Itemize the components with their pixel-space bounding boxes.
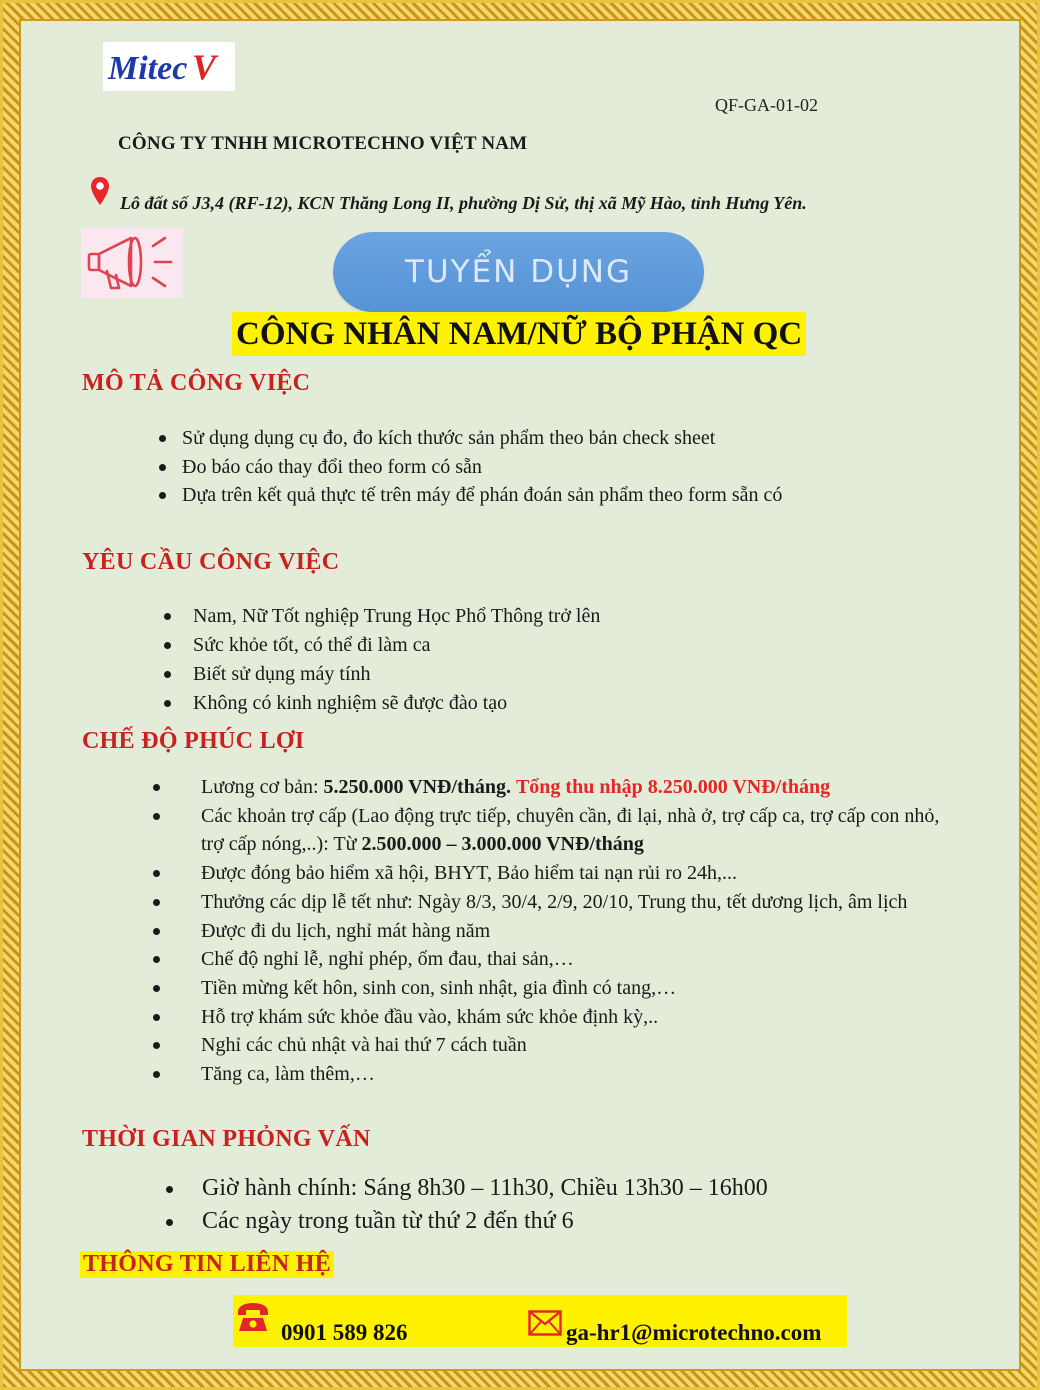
job-title: CÔNG NHÂN NAM/NỮ BỘ PHẬN QC xyxy=(232,312,806,356)
list-item: Sức khỏe tốt, có thể đi làm ca xyxy=(193,631,600,660)
company-name: CÔNG TY TNHH MICROTECHNO VIỆT NAM xyxy=(118,133,528,154)
allowance-value: 2.500.000 – 3.000.000 VNĐ/tháng xyxy=(361,833,644,856)
phone-number[interactable]: 0901 589 826 xyxy=(281,1320,408,1345)
hiring-label: TUYỂN DỤNG xyxy=(405,254,632,290)
document-code: QF-GA-01-02 xyxy=(715,95,818,115)
salary-label: Lương cơ bản: xyxy=(201,776,324,798)
section-heading-benefits: CHẾ ĐỘ PHÚC LỢI xyxy=(82,728,305,754)
section-heading-interview: THỜI GIAN PHỎNG VẤN xyxy=(82,1126,371,1152)
total-income: Tổng thu nhập 8.250.000 VNĐ/tháng xyxy=(515,776,831,798)
list-item: Tiền mừng kết hôn, sinh con, sinh nhật, gia đình có tang,… xyxy=(201,974,941,1003)
list-item: Dựa trên kết quả thực tế trên máy để phán đoán sản phẩm theo form sẵn có xyxy=(182,481,782,510)
list-item: Được đi du lịch, nghỉ mát hàng năm xyxy=(201,917,941,946)
logo-icon xyxy=(106,45,232,89)
allowance-item xyxy=(201,802,941,859)
benefits-list xyxy=(201,773,941,1089)
company-logo xyxy=(103,42,235,91)
svg-text:Mitec: Mitec xyxy=(108,49,188,87)
list-item: Hỗ trợ khám sức khỏe đầu vào, khám sức khỏe định kỳ,.. xyxy=(201,1003,941,1032)
telephone-icon xyxy=(235,1300,271,1334)
section-heading-description: MÔ TẢ CÔNG VIỆC xyxy=(82,370,311,396)
salary-item xyxy=(201,773,941,802)
company-address: Lô đất số J3,4 (RF-12), KCN Thăng Long II, phường Dị Sử, thị xã Mỹ Hào, tỉnh Hưng Yên. xyxy=(120,193,807,213)
list-item: Nam, Nữ Tốt nghiệp Trung Học Phổ Thông trở lên xyxy=(193,602,600,631)
megaphone-icon xyxy=(81,228,183,298)
list-item: Đo báo cáo thay đổi theo form có sẵn xyxy=(182,453,782,482)
email-address[interactable]: ga-hr1@microtechno.com xyxy=(566,1320,822,1345)
list-item: Thưởng các dịp lễ tết như: Ngày 8/3, 30/4, 2/9, 20/10, Trung thu, tết dương lịch, âm lịch xyxy=(201,888,941,917)
list-item: Chế độ nghỉ lễ, nghỉ phép, ốm đau, thai sản,… xyxy=(201,945,941,974)
envelope-icon xyxy=(528,1310,562,1336)
list-item: Sử dụng dụng cụ đo, đo kích thước sản phẩm theo bản check sheet xyxy=(182,424,782,453)
section-heading-contact: THÔNG TIN LIÊN HỆ xyxy=(80,1251,334,1278)
list-item: Biết sử dụng máy tính xyxy=(193,660,600,689)
list-item: Nghỉ các chủ nhật và hai thứ 7 cách tuần xyxy=(201,1031,941,1060)
hiring-banner xyxy=(333,232,704,312)
list-item: Được đóng bảo hiểm xã hội, BHYT, Bảo hiểm tai nạn rủi ro 24h,... xyxy=(201,859,941,888)
allowance-text: Các khoản trợ cấp (Lao động trực tiếp, chuyên cần, đi lại, nhà ở, trợ cấp ca, trợ cấp con nhỏ, trợ cấp nóng,..): Từ xyxy=(201,804,940,856)
list-item: Không có kinh nghiệm sẽ được đào tạo xyxy=(193,689,600,718)
salary-value: 5.250.000 VNĐ/tháng. xyxy=(323,776,511,798)
list-item: Các ngày trong tuần từ thứ 2 đến thứ 6 xyxy=(202,1205,768,1238)
list-item: Giờ hành chính: Sáng 8h30 – 11h30, Chiều 13h30 – 16h00 xyxy=(202,1172,768,1205)
list-item: Tăng ca, làm thêm,… xyxy=(201,1060,941,1089)
section-heading-requirements: YÊU CẦU CÔNG VIỆC xyxy=(82,549,340,575)
svg-text:V: V xyxy=(192,46,217,87)
requirements-list xyxy=(193,602,600,718)
interview-list xyxy=(202,1172,768,1238)
location-pin-icon xyxy=(90,176,110,206)
description-list xyxy=(182,424,782,510)
